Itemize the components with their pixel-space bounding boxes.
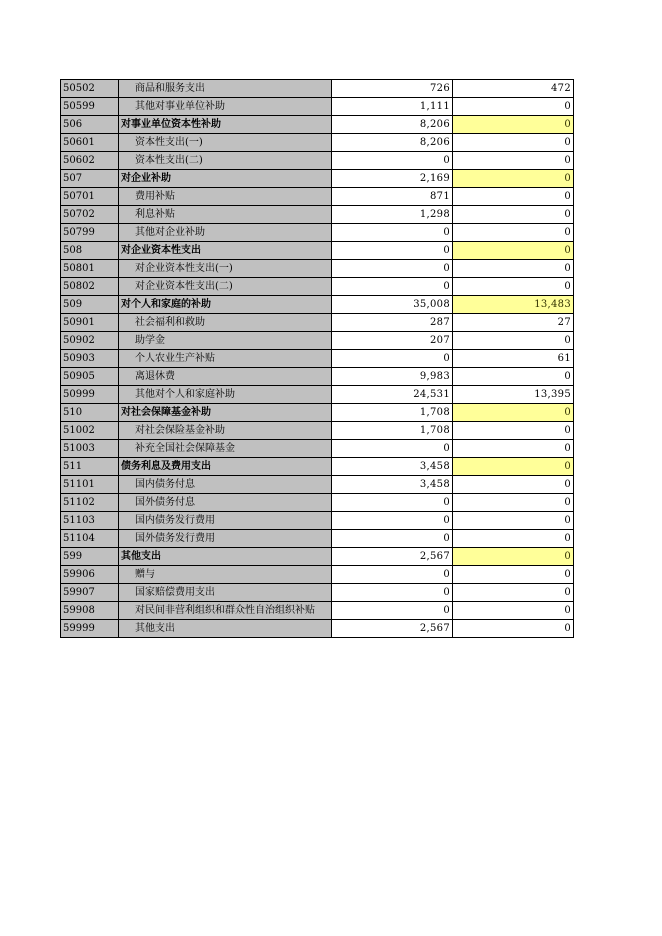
item-name-cell[interactable]: 其他对个人和家庭补助 (119, 386, 332, 404)
table-row (61, 134, 574, 152)
row-code-cell[interactable]: 50602 (61, 152, 119, 170)
row-code-cell[interactable]: 599 (61, 548, 119, 566)
item-name-cell[interactable]: 对企业资本性支出(二) (119, 278, 332, 296)
value-cell-1[interactable]: 726 (332, 80, 453, 98)
table-row (61, 206, 574, 224)
table-row (61, 476, 574, 494)
value-cell-1[interactable]: 0 (332, 530, 453, 548)
category-row (61, 170, 574, 188)
table-row (61, 512, 574, 530)
row-code-cell[interactable]: 50799 (61, 224, 119, 242)
table-row (61, 188, 574, 206)
value-cell-2[interactable]: 0 (453, 422, 574, 440)
table-row (61, 566, 574, 584)
value-cell-2[interactable]: 0 (453, 566, 574, 584)
value-cell-2[interactable]: 0 (453, 278, 574, 296)
category-row (61, 116, 574, 134)
row-code-cell[interactable]: 510 (61, 404, 119, 422)
value-cell-1[interactable]: 0 (332, 602, 453, 620)
row-code-cell[interactable]: 59999 (61, 620, 119, 638)
category-row (61, 548, 574, 566)
value-cell-1[interactable]: 0 (332, 512, 453, 530)
item-name-cell[interactable]: 对民间非营利组织和群众性自治组织补贴 (119, 602, 332, 620)
value-cell-1[interactable]: 0 (332, 584, 453, 602)
value-cell-2[interactable]: 0 (453, 224, 574, 242)
item-name-cell[interactable]: 国外债务付息 (119, 494, 332, 512)
item-name-cell[interactable]: 其他支出 (119, 620, 332, 638)
value-cell-2[interactable]: 0 (453, 440, 574, 458)
value-cell-2[interactable]: 0 (453, 368, 574, 386)
table-row (61, 620, 574, 638)
row-code-cell[interactable]: 59906 (61, 566, 119, 584)
item-name-cell[interactable]: 利息补贴 (119, 206, 332, 224)
value-cell-1[interactable]: 0 (332, 278, 453, 296)
expenditure-table (60, 79, 574, 638)
table-row (61, 530, 574, 548)
row-code-cell[interactable]: 506 (61, 116, 119, 134)
value-cell-1[interactable]: 35,008 (332, 296, 453, 314)
item-name-cell[interactable]: 助学金 (119, 332, 332, 350)
category-name-cell[interactable]: 债务利息及费用支出 (119, 458, 332, 476)
item-name-cell[interactable]: 对社会保险基金补助 (119, 422, 332, 440)
item-name-cell[interactable]: 费用补贴 (119, 188, 332, 206)
row-code-cell[interactable]: 507 (61, 170, 119, 188)
item-name-cell[interactable]: 其他对事业单位补助 (119, 98, 332, 116)
row-code-cell[interactable]: 51102 (61, 494, 119, 512)
item-name-cell[interactable]: 离退休费 (119, 368, 332, 386)
item-name-cell[interactable]: 资本性支出(二) (119, 152, 332, 170)
table-row (61, 368, 574, 386)
highlighted-value-cell-2[interactable]: 0 (453, 458, 574, 476)
table-row (61, 422, 574, 440)
value-cell-2[interactable]: 13,395 (453, 386, 574, 404)
value-cell-1[interactable]: 1,298 (332, 206, 453, 224)
value-cell-1[interactable]: 0 (332, 566, 453, 584)
table-row (61, 494, 574, 512)
category-row (61, 296, 574, 314)
value-cell-1[interactable]: 871 (332, 188, 453, 206)
value-cell-1[interactable]: 0 (332, 224, 453, 242)
row-code-cell[interactable]: 50702 (61, 206, 119, 224)
item-name-cell[interactable]: 个人农业生产补贴 (119, 350, 332, 368)
table-row (61, 440, 574, 458)
table-row (61, 386, 574, 404)
item-name-cell[interactable]: 赠与 (119, 566, 332, 584)
value-cell-1[interactable]: 2,567 (332, 548, 453, 566)
highlighted-value-cell-2[interactable]: 0 (453, 548, 574, 566)
table-row (61, 278, 574, 296)
row-code-cell[interactable]: 50599 (61, 98, 119, 116)
item-name-cell[interactable]: 国内债务发行费用 (119, 512, 332, 530)
value-cell-2[interactable]: 0 (453, 260, 574, 278)
value-cell-1[interactable]: 0 (332, 494, 453, 512)
value-cell-1[interactable]: 9,983 (332, 368, 453, 386)
highlighted-value-cell-2[interactable]: 13,483 (453, 296, 574, 314)
value-cell-1[interactable]: 1,708 (332, 404, 453, 422)
row-code-cell[interactable]: 59908 (61, 602, 119, 620)
value-cell-2[interactable]: 0 (453, 494, 574, 512)
value-cell-1[interactable]: 8,206 (332, 116, 453, 134)
item-name-cell[interactable]: 商品和服务支出 (119, 80, 332, 98)
table-row (61, 332, 574, 350)
value-cell-2[interactable]: 0 (453, 332, 574, 350)
row-code-cell[interactable]: 509 (61, 296, 119, 314)
table-row (61, 350, 574, 368)
value-cell-1[interactable]: 0 (332, 242, 453, 260)
row-code-cell[interactable]: 51003 (61, 440, 119, 458)
category-name-cell[interactable]: 对个人和家庭的补助 (119, 296, 332, 314)
value-cell-2[interactable]: 0 (453, 98, 574, 116)
value-cell-2[interactable]: 0 (453, 152, 574, 170)
item-name-cell[interactable]: 国内债务付息 (119, 476, 332, 494)
row-code-cell[interactable]: 50502 (61, 80, 119, 98)
value-cell-1[interactable]: 0 (332, 440, 453, 458)
row-code-cell[interactable]: 50801 (61, 260, 119, 278)
value-cell-1[interactable]: 24,531 (332, 386, 453, 404)
value-cell-2[interactable]: 0 (453, 530, 574, 548)
row-code-cell[interactable]: 50802 (61, 278, 119, 296)
category-name-cell[interactable]: 对企业补助 (119, 170, 332, 188)
item-name-cell[interactable]: 对企业资本性支出(一) (119, 260, 332, 278)
value-cell-1[interactable]: 2,169 (332, 170, 453, 188)
category-row (61, 458, 574, 476)
row-code-cell[interactable]: 59907 (61, 584, 119, 602)
value-cell-1[interactable]: 0 (332, 350, 453, 368)
value-cell-1[interactable]: 8,206 (332, 134, 453, 152)
row-code-cell[interactable]: 50901 (61, 314, 119, 332)
category-name-cell[interactable]: 对事业单位资本性补助 (119, 116, 332, 134)
table-body (61, 80, 574, 638)
value-cell-2[interactable]: 0 (453, 620, 574, 638)
highlighted-value-cell-2[interactable]: 0 (453, 242, 574, 260)
row-code-cell[interactable]: 508 (61, 242, 119, 260)
row-code-cell[interactable]: 51104 (61, 530, 119, 548)
row-code-cell[interactable]: 50903 (61, 350, 119, 368)
value-cell-2[interactable]: 0 (453, 134, 574, 152)
row-code-cell[interactable]: 51103 (61, 512, 119, 530)
table-row (61, 602, 574, 620)
row-code-cell[interactable]: 51002 (61, 422, 119, 440)
value-cell-1[interactable]: 2,567 (332, 620, 453, 638)
table-row (61, 98, 574, 116)
category-row (61, 404, 574, 422)
row-code-cell[interactable]: 51101 (61, 476, 119, 494)
value-cell-1[interactable]: 1,111 (332, 98, 453, 116)
value-cell-1[interactable]: 3,458 (332, 476, 453, 494)
table-row (61, 314, 574, 332)
table-row (61, 80, 574, 98)
value-cell-1[interactable]: 0 (332, 152, 453, 170)
value-cell-2[interactable]: 0 (453, 476, 574, 494)
value-cell-2[interactable]: 61 (453, 350, 574, 368)
row-code-cell[interactable]: 50601 (61, 134, 119, 152)
value-cell-1[interactable]: 3,458 (332, 458, 453, 476)
table-row (61, 584, 574, 602)
value-cell-1[interactable]: 287 (332, 314, 453, 332)
row-code-cell[interactable]: 50701 (61, 188, 119, 206)
value-cell-2[interactable]: 0 (453, 206, 574, 224)
category-row (61, 242, 574, 260)
table-row (61, 224, 574, 242)
row-code-cell[interactable]: 50905 (61, 368, 119, 386)
value-cell-2[interactable]: 0 (453, 188, 574, 206)
item-name-cell[interactable]: 资本性支出(一) (119, 134, 332, 152)
row-code-cell[interactable]: 50902 (61, 332, 119, 350)
item-name-cell[interactable]: 社会福利和救助 (119, 314, 332, 332)
row-code-cell[interactable]: 511 (61, 458, 119, 476)
value-cell-2[interactable]: 27 (453, 314, 574, 332)
item-name-cell[interactable]: 补充全国社会保障基金 (119, 440, 332, 458)
category-name-cell[interactable]: 其他支出 (119, 548, 332, 566)
value-cell-1[interactable]: 0 (332, 260, 453, 278)
table-row (61, 152, 574, 170)
value-cell-1[interactable]: 207 (332, 332, 453, 350)
value-cell-1[interactable]: 1,708 (332, 422, 453, 440)
table-row (61, 260, 574, 278)
row-code-cell[interactable]: 50999 (61, 386, 119, 404)
item-name-cell[interactable]: 其他对企业补助 (119, 224, 332, 242)
value-cell-2[interactable]: 0 (453, 512, 574, 530)
value-cell-2[interactable]: 0 (453, 602, 574, 620)
highlighted-value-cell-2[interactable]: 0 (453, 116, 574, 134)
item-name-cell[interactable]: 国家赔偿费用支出 (119, 584, 332, 602)
highlighted-value-cell-2[interactable]: 0 (453, 404, 574, 422)
value-cell-2[interactable]: 0 (453, 584, 574, 602)
category-name-cell[interactable]: 对企业资本性支出 (119, 242, 332, 260)
value-cell-2[interactable]: 472 (453, 80, 574, 98)
category-name-cell[interactable]: 对社会保障基金补助 (119, 404, 332, 422)
highlighted-value-cell-2[interactable]: 0 (453, 170, 574, 188)
item-name-cell[interactable]: 国外债务发行费用 (119, 530, 332, 548)
